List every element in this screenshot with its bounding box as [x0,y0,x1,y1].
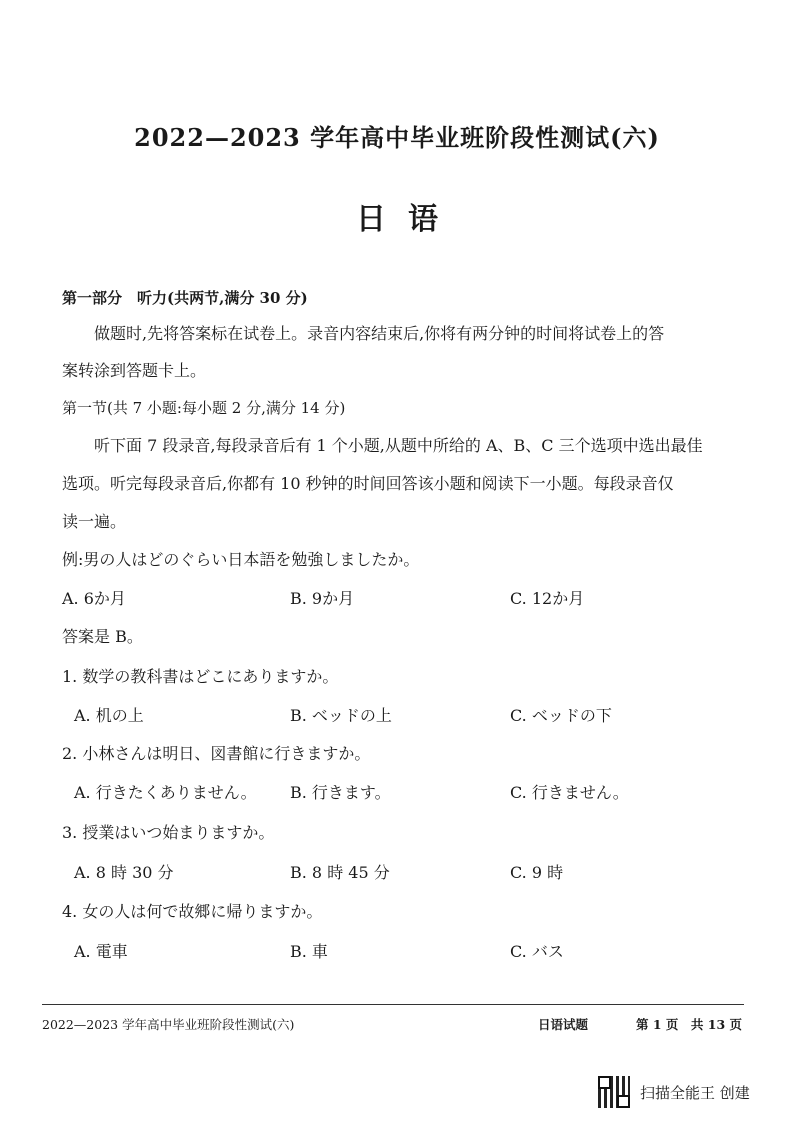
question-1-option-b: B. ベッドの上 [290,706,392,725]
example-option-c: C. 12か月 [510,589,585,608]
qr-code-icon [598,1076,630,1108]
question-4-option-b: B. 車 [290,942,328,961]
question-4-option-c: C. バス [510,942,564,961]
question-3-option-a: A. 8 時 30 分 [74,863,174,882]
question-2-option-c: C. 行きません。 [510,783,629,802]
section1-instructions-line3: 读一遍。 [62,512,127,531]
question-3: 3. 授業はいつ始まりますか。 [62,823,275,842]
example-answer: 答案是 B。 [62,627,143,646]
part1-heading: 第一部分 听力(共两节,满分 30 分) [62,289,308,307]
question-3-option-c: C. 9 時 [510,863,564,882]
footer-exam-name: 2022—2023 学年高中毕业班阶段性测试(六) [42,1017,295,1032]
question-2-option-b: B. 行きます。 [290,783,391,802]
question-3-option-b: B. 8 時 45 分 [290,863,390,882]
scanner-watermark: 扫描全能王 创建 [640,1084,750,1102]
question-2-option-a: A. 行きたくありません。 [74,783,257,802]
question-1: 1. 数学の教科書はどこにありますか。 [62,667,339,686]
section1-heading: 第一节(共 7 小题:每小题 2 分,满分 14 分) [62,399,346,417]
footer-subject: 日语试题 [538,1017,589,1032]
question-4-option-a: A. 電車 [74,942,128,961]
question-2: 2. 小林さんは明日、図書館に行きますか。 [62,744,371,763]
section1-instructions-line1: 听下面 7 段录音,每段录音后有 1 个小题,从题中所给的 A、B、C 三个选项中选出最佳 [94,436,703,455]
section1-instructions-line2: 选项。听完每段录音后,你都有 10 秒钟的时间回答该小题和阅读下一小题。每段录音仅 [62,474,674,493]
footer-divider [42,1004,744,1005]
example-option-b: B. 9か月 [290,589,355,608]
example-option-a: A. 6か月 [62,589,126,608]
part1-instructions-line2: 案转涂到答题卡上。 [62,361,207,380]
exam-title: 2022—2023 学年高中毕业班阶段性测试(六) [134,123,660,152]
question-1-option-c: C. ベッドの下 [510,706,612,725]
question-4: 4. 女の人は何で故郷に帰りますか。 [62,902,323,921]
example-question: 例:男の人はどのぐらい日本語を勉強しましたか。 [62,550,420,569]
subject-title: 日语 [356,202,460,237]
footer-page-number: 第 1 页 共 13 页 [636,1017,742,1032]
part1-instructions-line1: 做题时,先将答案标在试卷上。录音内容结束后,你将有两分钟的时间将试卷上的答 [94,324,665,343]
question-1-option-a: A. 机の上 [74,706,144,725]
